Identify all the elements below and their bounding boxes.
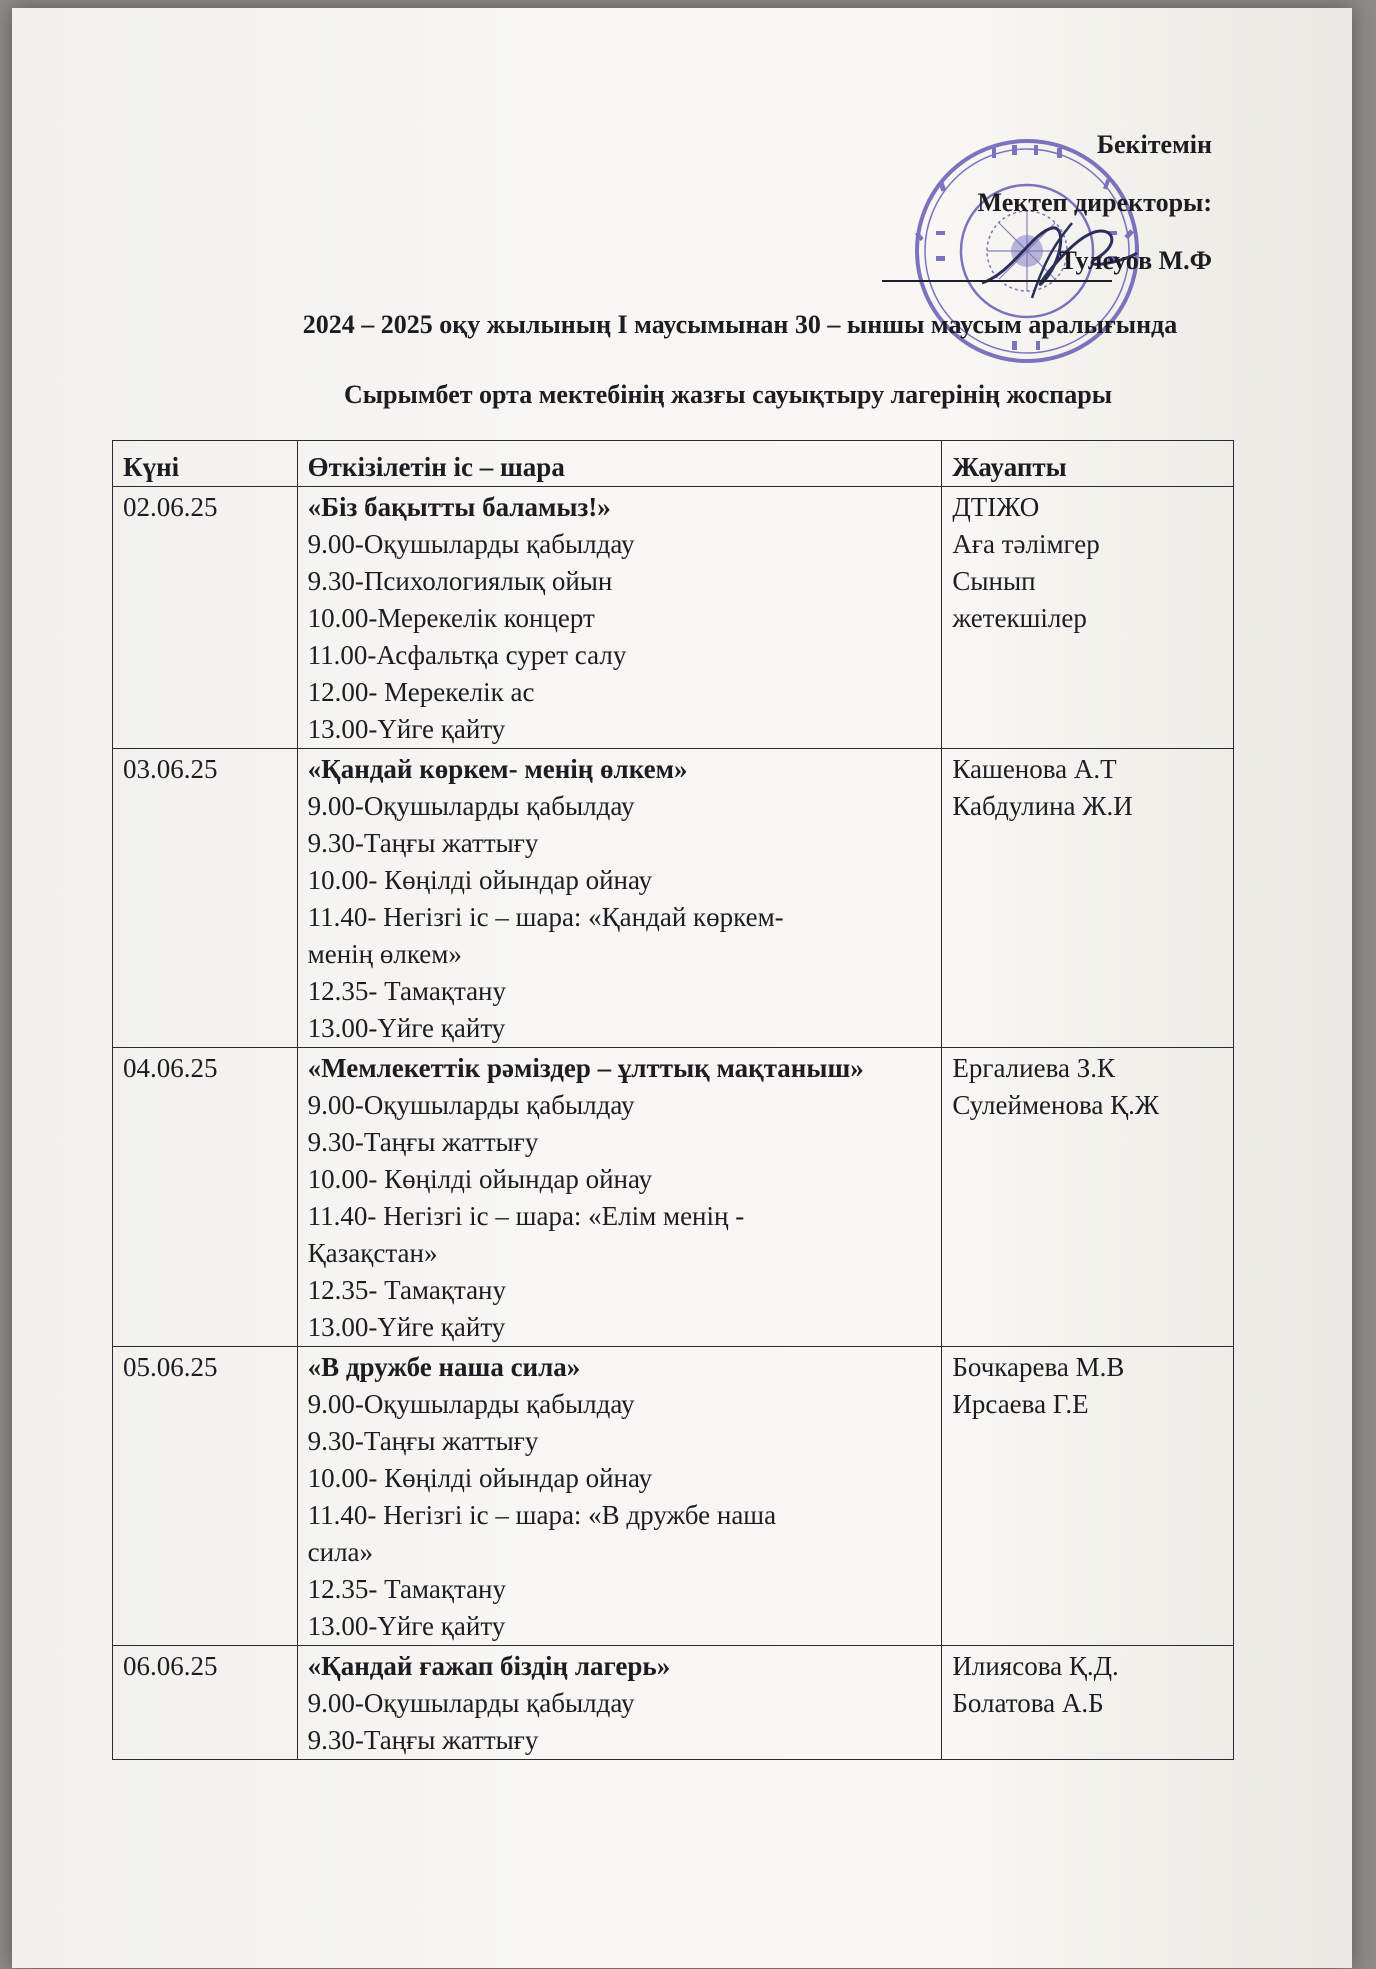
responsible-name: Аға тәлімгер: [952, 529, 1100, 559]
row-date: 04.06.25: [113, 1048, 298, 1347]
row-responsible-cell: [942, 1048, 1234, 1347]
event-item: 11.40- Негізгі іс – шара: «Қандай көркем-: [307, 902, 784, 932]
column-header-date: Күні: [113, 441, 298, 487]
event-item: 9.00-Оқушыларды қабылдау: [307, 529, 635, 559]
approval-title: Бекітемін: [1096, 130, 1212, 159]
row-event-cell: [297, 1048, 942, 1347]
event-item: 13.00-Үйге қайту: [307, 714, 506, 744]
responsible-name: жетекшілер: [952, 603, 1087, 633]
row-date: 05.06.25: [113, 1347, 298, 1646]
event-item: 9.30-Таңғы жаттығу: [307, 1426, 539, 1456]
event-item: 10.00-Мерекелік концерт: [307, 603, 595, 633]
row-responsible-cell: [942, 749, 1234, 1048]
responsible-name: Ирсаева Г.Е: [952, 1389, 1089, 1419]
approval-position: Мектеп директоры:: [977, 188, 1212, 217]
event-item: 9.30-Таңғы жаттығу: [307, 1127, 539, 1157]
responsible-name: Сынып: [952, 566, 1036, 596]
responsible-name: ДТІЖО: [952, 492, 1040, 522]
row-responsible-cell: [942, 487, 1234, 749]
column-header-event: Өткізілетін іс – шара: [297, 441, 942, 487]
table-header-row: [113, 441, 1234, 487]
row-responsible-cell: [942, 1646, 1234, 1760]
event-item: 10.00- Көңілді ойындар ойнау: [307, 1463, 653, 1493]
event-item: 9.30-Психологиялық ойын: [307, 566, 613, 596]
row-date: 03.06.25: [113, 749, 298, 1048]
row-event-cell: [297, 487, 942, 749]
event-title: «Мемлекеттік рәміздер – ұлттық мақтаныш»: [307, 1053, 864, 1083]
table-row: [113, 487, 1234, 749]
event-item: 11.40- Негізгі іс – шара: «В дружбе наша: [307, 1500, 777, 1530]
document-sheet: [12, 8, 1352, 1968]
table-row: [113, 1347, 1234, 1646]
event-item: 11.00-Асфальтқа сурет салу: [307, 640, 627, 670]
event-item: 9.30-Таңғы жаттығу: [307, 828, 539, 858]
event-item: 9.00-Оқушыларды қабылдау: [307, 1389, 635, 1419]
event-title: «Біз бақытты баламыз!»: [307, 492, 611, 522]
approval-block: [978, 116, 1212, 290]
row-event-cell: [297, 1646, 942, 1760]
event-item: 11.40- Негізгі іс – шара: «Елім менің -: [307, 1201, 745, 1231]
event-item: менің өлкем»: [307, 939, 462, 969]
event-title: «Қандай көркем- менің өлкем»: [307, 754, 688, 784]
responsible-name: Болатова А.Б: [952, 1688, 1104, 1718]
event-item: 12.35- Тамақтану: [307, 1275, 507, 1305]
event-item: 13.00-Үйге қайту: [307, 1013, 506, 1043]
event-item: 10.00- Көңілді ойындар ойнау: [307, 865, 653, 895]
responsible-name: Бочкарева М.В: [952, 1352, 1125, 1382]
event-item: сила»: [307, 1537, 374, 1567]
event-item: Қазақстан»: [307, 1238, 438, 1268]
responsible-name: Сулейменова Қ.Ж: [952, 1090, 1160, 1120]
responsible-name: Кашенова А.Т: [952, 754, 1117, 784]
document-subtitle: Сырымбет орта мектебінің жазғы сауықтыру лагерінің жоспары: [343, 380, 1113, 409]
row-event-cell: [297, 749, 942, 1048]
event-item: 10.00- Көңілді ойындар ойнау: [307, 1164, 653, 1194]
document-title: 2024 – 2025 оқу жылының І маусымынан 30 – ыншы маусым аралығында: [302, 310, 1178, 339]
approval-name: Тулеуов М.Ф: [1059, 246, 1212, 275]
table-row: [113, 1048, 1234, 1347]
event-item: 13.00-Үйге қайту: [307, 1611, 506, 1641]
event-title: «Қандай ғажап біздің лагерь»: [307, 1651, 671, 1681]
schedule-table: [112, 440, 1234, 1760]
responsible-name: Ергалиева З.К: [952, 1053, 1115, 1083]
event-item: 12.35- Тамақтану: [307, 976, 507, 1006]
row-responsible-cell: [942, 1347, 1234, 1646]
event-title: «В дружбе наша сила»: [307, 1352, 581, 1382]
row-event-cell: [297, 1347, 942, 1646]
row-date: 06.06.25: [113, 1646, 298, 1760]
row-date: 02.06.25: [113, 487, 298, 749]
responsible-name: Илиясова Қ.Д.: [952, 1651, 1119, 1681]
responsible-name: Кабдулина Ж.И: [952, 791, 1133, 821]
event-item: 9.00-Оқушыларды қабылдау: [307, 1688, 635, 1718]
column-header-responsible: Жауапты: [942, 441, 1234, 487]
event-item: 9.30-Таңғы жаттығу: [307, 1725, 539, 1755]
table-row: [113, 749, 1234, 1048]
event-item: 13.00-Үйге қайту: [307, 1312, 506, 1342]
event-item: 9.00-Оқушыларды қабылдау: [307, 1090, 635, 1120]
event-item: 12.35- Тамақтану: [307, 1574, 507, 1604]
event-item: 9.00-Оқушыларды қабылдау: [307, 791, 635, 821]
event-item: 12.00- Мерекелік ас: [307, 677, 535, 707]
table-row: [113, 1646, 1234, 1760]
